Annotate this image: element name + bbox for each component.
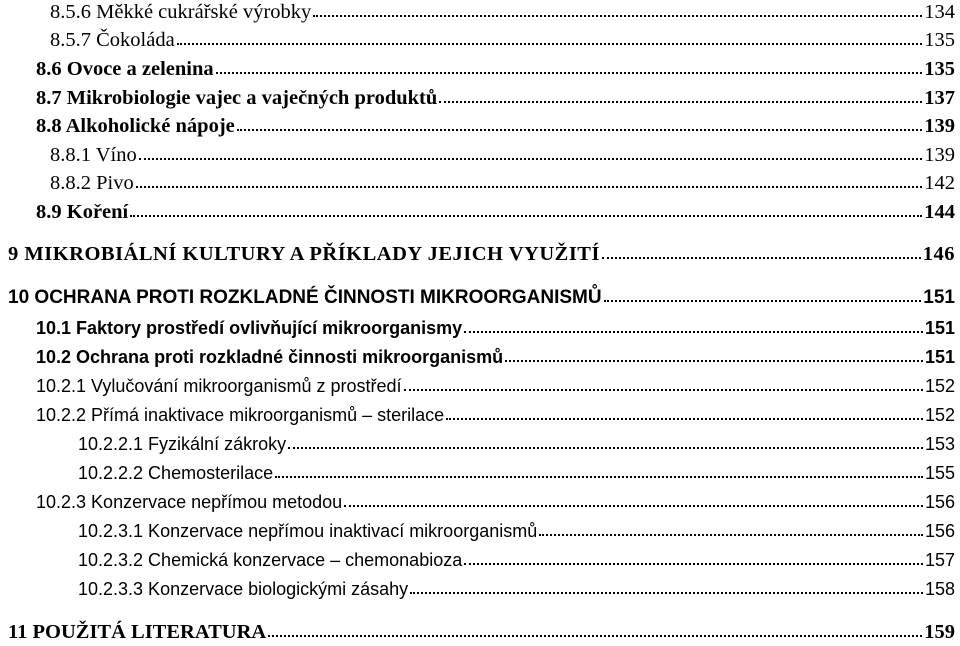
toc-entry-title: 8.8 Alkoholické nápoje [36, 115, 235, 137]
toc-entry[interactable] [36, 343, 960, 371]
toc-entry-page: 146 [922, 243, 955, 265]
dot-leader [464, 324, 923, 334]
toc-entry-title: 10.2.2.1 Fyzikální zákroky [78, 434, 287, 454]
toc-entry-page: 134 [924, 1, 955, 23]
toc-entry-page: 139 [924, 144, 955, 166]
toc-entry-page: 151 [924, 318, 955, 338]
dot-leader [237, 122, 922, 132]
toc-entry-page: 139 [924, 115, 955, 137]
toc-entry[interactable] [36, 112, 960, 140]
toc-entry-page: 159 [924, 621, 955, 643]
toc-entry-title: 10.2.3.3 Konzervace biologickými zásahy [78, 579, 409, 599]
toc-entry[interactable] [78, 517, 960, 545]
toc-entry[interactable] [36, 198, 960, 226]
toc-entry-title: 10.2.3.1 Konzervace nepřímou inaktivací mikroorganismů [78, 521, 538, 541]
toc-entry[interactable] [50, 26, 960, 54]
toc-entry-title: 10.1 Faktory prostředí ovlivňující mikroorganismy [36, 318, 463, 338]
dot-leader [130, 208, 922, 218]
toc-entry-title: 10.2.2.2 Chemosterilace [78, 463, 274, 483]
toc-entry-title: 9 MIKROBIÁLNÍ KULTURY A PŘÍKLADY JEJICH VYUŽITÍ [8, 243, 600, 265]
dot-leader [136, 179, 923, 189]
toc-entry[interactable] [36, 401, 960, 429]
dot-leader [439, 94, 922, 104]
dot-leader [268, 628, 922, 638]
dot-leader [275, 469, 923, 479]
toc-entry[interactable] [50, 169, 960, 197]
dot-leader [539, 527, 923, 537]
dot-leader [604, 293, 922, 303]
dot-leader [404, 382, 923, 392]
toc-entry-page: 142 [924, 172, 955, 194]
toc-entry-title: 10 OCHRANA PROTI ROZKLADNÉ ČINNOSTI MIKROORGANISMŮ [8, 287, 602, 308]
dot-leader [288, 440, 923, 450]
toc-entry[interactable] [50, 141, 960, 169]
dot-leader [139, 151, 922, 161]
toc-entry-title: 8.5.6 Měkké cukrářské výrobky [50, 1, 312, 23]
toc-entry[interactable] [36, 314, 960, 342]
dot-leader [410, 585, 923, 595]
dot-leader [216, 65, 923, 75]
toc-entry-page: 155 [924, 463, 955, 483]
toc-entry-page: 156 [924, 492, 955, 512]
toc-entry-title: 8.5.7 Čokoláda [50, 29, 175, 51]
dot-leader [177, 36, 923, 46]
toc-entry-page: 135 [924, 58, 955, 80]
dot-leader [446, 411, 923, 421]
dot-leader [505, 353, 923, 363]
dot-leader [313, 8, 922, 18]
toc-entry-page: 151 [923, 287, 955, 308]
toc-entry-page: 156 [924, 521, 955, 541]
toc-entry-title: 10.2 Ochrana proti rozkladné činnosti mikroorganismů [36, 347, 504, 367]
toc-chapter[interactable] [8, 618, 960, 646]
toc-entry[interactable] [78, 430, 960, 458]
toc-entry[interactable] [36, 372, 960, 400]
toc-entry[interactable] [36, 84, 960, 112]
toc-entry-title: 8.8.2 Pivo [50, 172, 134, 194]
toc-entry[interactable] [36, 55, 960, 83]
toc-entry-title: 8.8.1 Víno [50, 144, 137, 166]
toc-entry[interactable] [78, 575, 960, 603]
toc-entry-page: 137 [924, 87, 955, 109]
toc-entry-title: 10.2.3 Konzervace nepřímou metodou [36, 492, 343, 512]
toc-entry-page: 152 [924, 376, 955, 396]
toc-entry-page: 135 [924, 29, 955, 51]
toc-entry-title: 10.2.1 Vylučování mikroorganismů z prostředí [36, 376, 402, 396]
toc-entry-page: 153 [924, 434, 955, 454]
toc-entry-page: 158 [924, 579, 955, 599]
toc-entry-title: 10.2.3.2 Chemická konzervace – chemonabioza [78, 550, 463, 570]
toc-entry-title: 8.7 Mikrobiologie vajec a vaječných produktů [36, 87, 438, 109]
toc-entry-title: 8.6 Ovoce a zelenina [36, 58, 214, 80]
dot-leader [344, 498, 923, 508]
toc-entry-page: 157 [924, 550, 955, 570]
toc-entry[interactable] [50, 0, 960, 26]
toc-entry-title: 10.2.2 Přímá inaktivace mikroorganismů – sterilace [36, 405, 445, 425]
toc-entry-title: 11 POUŽITÁ LITERATURA [8, 621, 267, 643]
toc-entry[interactable] [78, 546, 960, 574]
toc-entry-page: 152 [924, 405, 955, 425]
toc-entry[interactable] [36, 488, 960, 516]
toc-entry-title: 8.9 Koření [36, 201, 129, 223]
dot-leader [602, 250, 921, 260]
toc-chapter[interactable] [8, 240, 960, 268]
toc-chapter[interactable] [8, 284, 960, 312]
toc-entry[interactable] [78, 459, 960, 487]
dot-leader [464, 556, 923, 566]
toc-entry-page: 151 [924, 347, 955, 367]
toc-entry-page: 144 [924, 201, 955, 223]
